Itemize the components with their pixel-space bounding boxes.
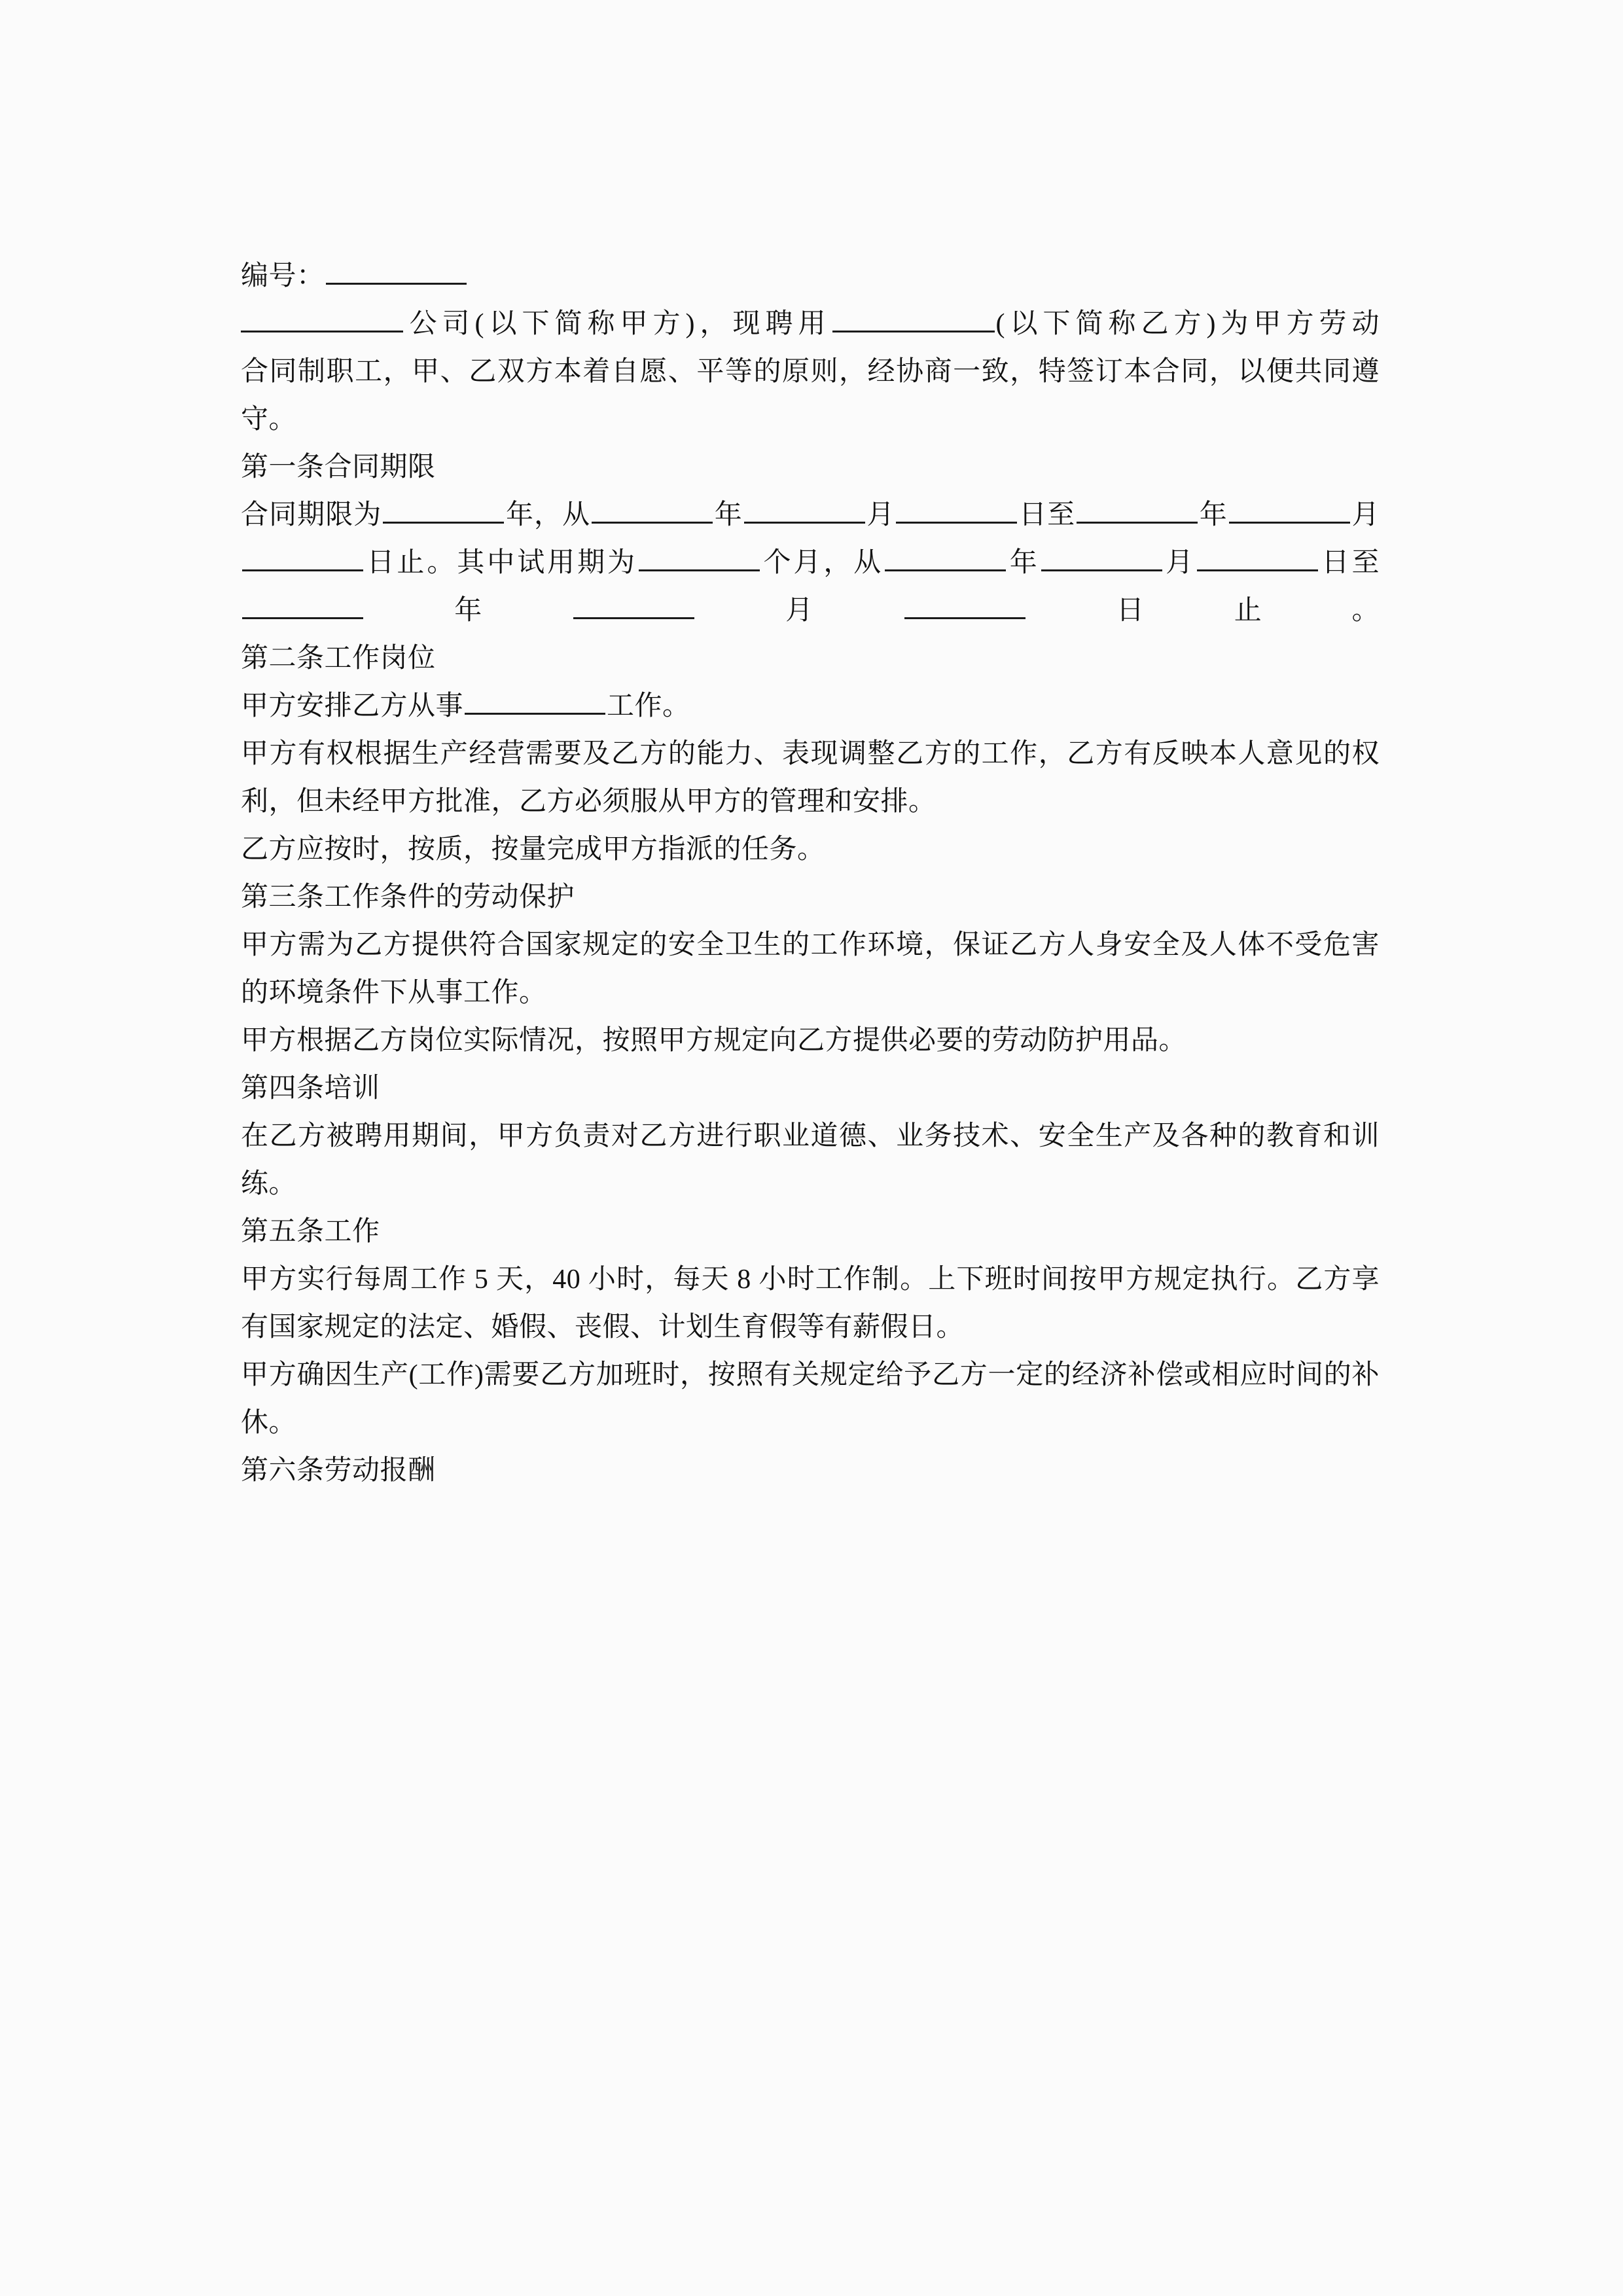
article2-text-a: 甲方安排乙方从事 bbox=[241, 691, 464, 721]
article1-text-4: 月 bbox=[866, 500, 895, 530]
article-3-heading: 第三条工作条件的劳动保护 bbox=[241, 882, 575, 912]
article1-text-14: 月 bbox=[695, 596, 903, 626]
article-4-paragraph-1: 在乙方被聘用期间，甲方负责对乙方进行职业道德、业务技术、安全生产及各种的教育和训练。 bbox=[241, 1121, 1380, 1199]
end-month-blank[interactable] bbox=[1229, 499, 1350, 524]
end-year-blank[interactable] bbox=[1077, 499, 1198, 524]
article-1-term-paragraph bbox=[241, 492, 1380, 635]
article-2-heading: 第二条工作岗位 bbox=[241, 643, 436, 673]
serial-number-line bbox=[241, 253, 1380, 300]
preamble-line-1 bbox=[241, 300, 1380, 348]
probation-end-day-blank[interactable] bbox=[904, 595, 1026, 619]
end-day-blank[interactable] bbox=[242, 547, 363, 571]
article1-text-10: 年 bbox=[1007, 548, 1040, 578]
probation-end-year-blank[interactable] bbox=[242, 595, 363, 619]
serial-number-label: 编号： bbox=[241, 261, 325, 291]
start-month-blank[interactable] bbox=[744, 499, 865, 524]
article1-text-7: 月 bbox=[1351, 500, 1380, 530]
article1-text-1: 合同期限为 bbox=[241, 500, 382, 530]
article1-text-8: 日止。其中试用期为 bbox=[365, 548, 637, 578]
probation-start-year-blank[interactable] bbox=[885, 547, 1006, 571]
article-4-heading: 第四条培训 bbox=[241, 1073, 380, 1103]
article-2-position-line bbox=[241, 683, 1380, 730]
company-name-blank[interactable] bbox=[241, 308, 403, 332]
article1-text-15: 日止。 bbox=[1026, 596, 1380, 626]
article1-text-3: 年 bbox=[714, 500, 743, 530]
article-6-heading: 第六条劳动报酬 bbox=[241, 1456, 436, 1486]
job-position-blank[interactable] bbox=[465, 691, 605, 715]
probation-start-month-blank[interactable] bbox=[1041, 547, 1162, 571]
preamble-text-a: 公司(以下简称甲方)，现聘用 bbox=[404, 309, 831, 339]
article1-text-9: 个月，从 bbox=[761, 548, 884, 578]
article-3-paragraph-2: 甲方根据乙方岗位实际情况，按照甲方规定向乙方提供必要的劳动防护用品。 bbox=[241, 1026, 1187, 1056]
start-day-blank[interactable] bbox=[896, 499, 1017, 524]
probation-months-blank[interactable] bbox=[639, 547, 760, 571]
article-2-paragraph-3: 乙方应按时，按质，按量完成甲方指派的任务。 bbox=[241, 834, 825, 865]
article1-text-11: 月 bbox=[1163, 548, 1196, 578]
preamble-text-b: (以下简称乙方)为甲方劳动 bbox=[995, 309, 1380, 339]
article2-text-b: 工作。 bbox=[607, 691, 690, 721]
article-5-heading: 第五条工作 bbox=[241, 1217, 380, 1247]
employee-name-blank[interactable] bbox=[832, 308, 995, 332]
preamble-paragraph-2: 合同制职工，甲、乙双方本着自愿、平等的原则，经协商一致，特签订本合同，以便共同遵守。 bbox=[241, 357, 1380, 435]
article1-text-12: 日至 bbox=[1319, 548, 1380, 578]
probation-start-day-blank[interactable] bbox=[1197, 547, 1318, 571]
article1-text-5: 日至 bbox=[1018, 500, 1076, 530]
article-1-heading: 第一条合同期限 bbox=[241, 452, 436, 482]
probation-end-month-blank[interactable] bbox=[573, 595, 694, 619]
start-year-blank[interactable] bbox=[592, 499, 713, 524]
article-2-paragraph-2: 甲方有权根据生产经营需要及乙方的能力、表现调整乙方的工作，乙方有反映本人意见的权利，但未经甲方批准，乙方必须服从甲方的管理和安排。 bbox=[241, 739, 1380, 817]
article-3-paragraph-1: 甲方需为乙方提供符合国家规定的安全卫生的工作环境，保证乙方人身安全及人体不受危害的环境条件下从事工作。 bbox=[241, 930, 1380, 1008]
article1-text-6: 年 bbox=[1199, 500, 1228, 530]
term-years-blank[interactable] bbox=[383, 499, 504, 524]
article-5-paragraph-1: 甲方实行每周工作 5 天，40 小时，每天 8 小时工作制。上下班时间按甲方规定执行。乙方享有国家规定的法定、婚假、丧假、计划生育假等有薪假日。 bbox=[241, 1265, 1380, 1342]
article1-text-13: 年 bbox=[365, 596, 572, 626]
serial-number-blank[interactable] bbox=[326, 260, 467, 285]
article-5-paragraph-2: 甲方确因生产(工作)需要乙方加班时，按照有关规定给予乙方一定的经济补偿或相应时间的补休。 bbox=[241, 1360, 1380, 1438]
article1-text-2: 年，从 bbox=[505, 500, 591, 530]
document-body bbox=[241, 190, 1380, 1495]
